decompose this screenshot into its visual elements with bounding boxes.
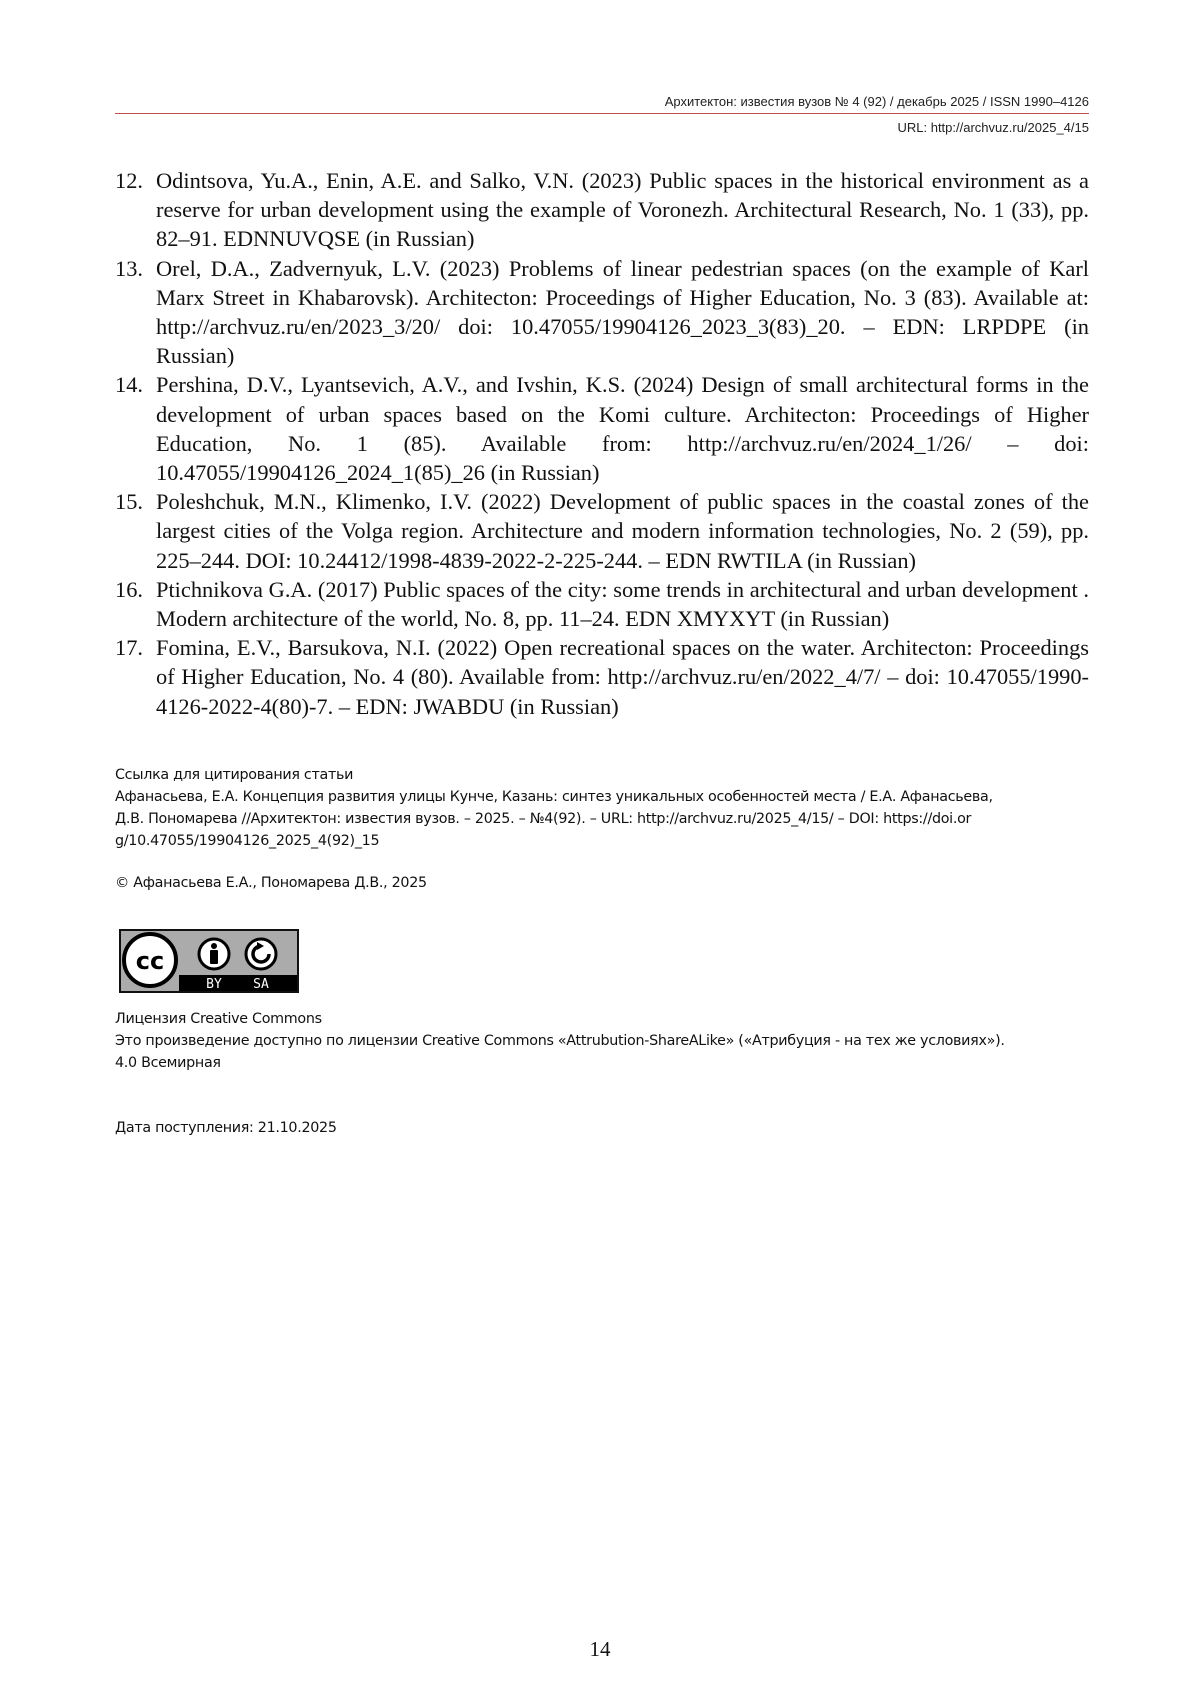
reference-item (115, 487, 1089, 575)
header-divider (115, 113, 1089, 114)
reference-item (115, 633, 1089, 721)
reference-number: 13. (115, 255, 143, 281)
reference-item (115, 254, 1089, 371)
journal-header-line: Архитектон: известия вузов № 4 (92) / декабрь 2025 / ISSN 1990–4126 (664, 94, 1089, 109)
copyright-notice: © Афанасьева Е.А., Пономарева Д.В., 2025 (115, 875, 427, 891)
cc-sa-label: SA (253, 977, 269, 991)
reference-text: Poleshchuk, M.N., Klimenko, I.V. (2022) Development of public spaces in the coastal zones of the largest cities of the Volga region. Architecture and modern information technologies, No. 2 (59), pp. 225–244. DOI: 10.24412/1998-4839-2022-2-225-244. – EDN RWTILA (in Russian) (156, 489, 1089, 573)
reference-number: 16. (115, 576, 143, 602)
license-title: Лицензия Creative Commons (115, 1011, 322, 1027)
license-line: Это произведение доступно по лицензии Creative Commons «Attrubution-ShareALike» («Атрибуция - на тех же условиях»). (115, 1033, 1005, 1049)
creative-commons-by-sa-icon[interactable] (119, 929, 299, 993)
citation-line: Д.В. Пономарева //Архитектон: известия вузов. – 2025. – №4(92). – URL: http://archvuz.ru/2025_4/15/ – DOI: https://doi.or (115, 811, 972, 827)
reference-text: Pershina, D.V., Lyantsevich, A.V., and Ivshin, K.S. (2024) Design of small architectural forms in the development of urban spaces based on the Komi culture. Architecton: Proceedings of Higher Education, No. 1 (85). Available from: http://archvuz.ru/en/2024_1/26/ – doi: 10.47055/19904126_2024_1(85)_26 (in Russian) (156, 372, 1089, 486)
reference-item (115, 575, 1089, 633)
citation-line: g/10.47055/19904126_2025_4(92)_15 (115, 833, 380, 849)
reference-item (115, 166, 1089, 254)
reference-number: 15. (115, 489, 143, 515)
reference-number: 12. (115, 168, 143, 193)
header-url-line: URL: http://archvuz.ru/2025_4/15 (897, 120, 1089, 135)
citation-block (115, 764, 1095, 852)
reference-text: Fomina, E.V., Barsukova, N.I. (2022) Open recreational spaces on the water. Architecton: Proceedings of Higher Education, No. 4 (80). Available from: http://archvuz.ru/en/2022_4/7/ – doi: 10.47055/1990-4126-2022-4(80)-7. – EDN: JWABDU (in Russian) (156, 635, 1089, 719)
cc-by-label: BY (206, 977, 222, 991)
reference-list (115, 166, 1089, 721)
reference-number: 17. (115, 635, 143, 661)
reference-text: Odintsova, Yu.A., Enin, A.E. and Salko, V.N. (2023) Public spaces in the historical environment as a reserve for urban development using the example of Voronezh. Architectural Research, No. 1 (33), pp. 82–91. EDNNUVQSE (in Russian) (156, 168, 1089, 252)
license-block (115, 1008, 1115, 1074)
reference-item (115, 370, 1089, 487)
svg-text:cc: cc (135, 947, 165, 975)
citation-heading: Ссылка для цитирования статьи (115, 767, 354, 783)
reference-text: Ptichnikova G.A. (2017) Public spaces of the city: some trends in architectural and urban development . Modern architecture of the world, No. 8, pp. 11–24. EDN XMYXYT (in Russian) (156, 576, 1089, 632)
reference-number: 14. (115, 372, 143, 398)
reference-text: Orel, D.A., Zadvernyuk, L.V. (2023) Problems of linear pedestrian spaces (on the example of Karl Marx Street in Khabarovsk). Architecton: Proceedings of Higher Education, No. 3 (83). Available at: http://archvuz.ru/en/2023_3/20/ doi: 10.47055/19904126_2023_3(83)_20. – EDN: LRPDPE (in Russian) (156, 255, 1089, 369)
license-line: 4.0 Всемирная (115, 1055, 221, 1071)
received-date: Дата поступления: 21.10.2025 (115, 1120, 337, 1136)
page-number: 14 (589, 1637, 611, 1661)
citation-line: Афанасьева, Е.А. Концепция развития улицы Кунче, Казань: синтез уникальных особенностей места / Е.А. Афанасьева, (115, 789, 993, 805)
